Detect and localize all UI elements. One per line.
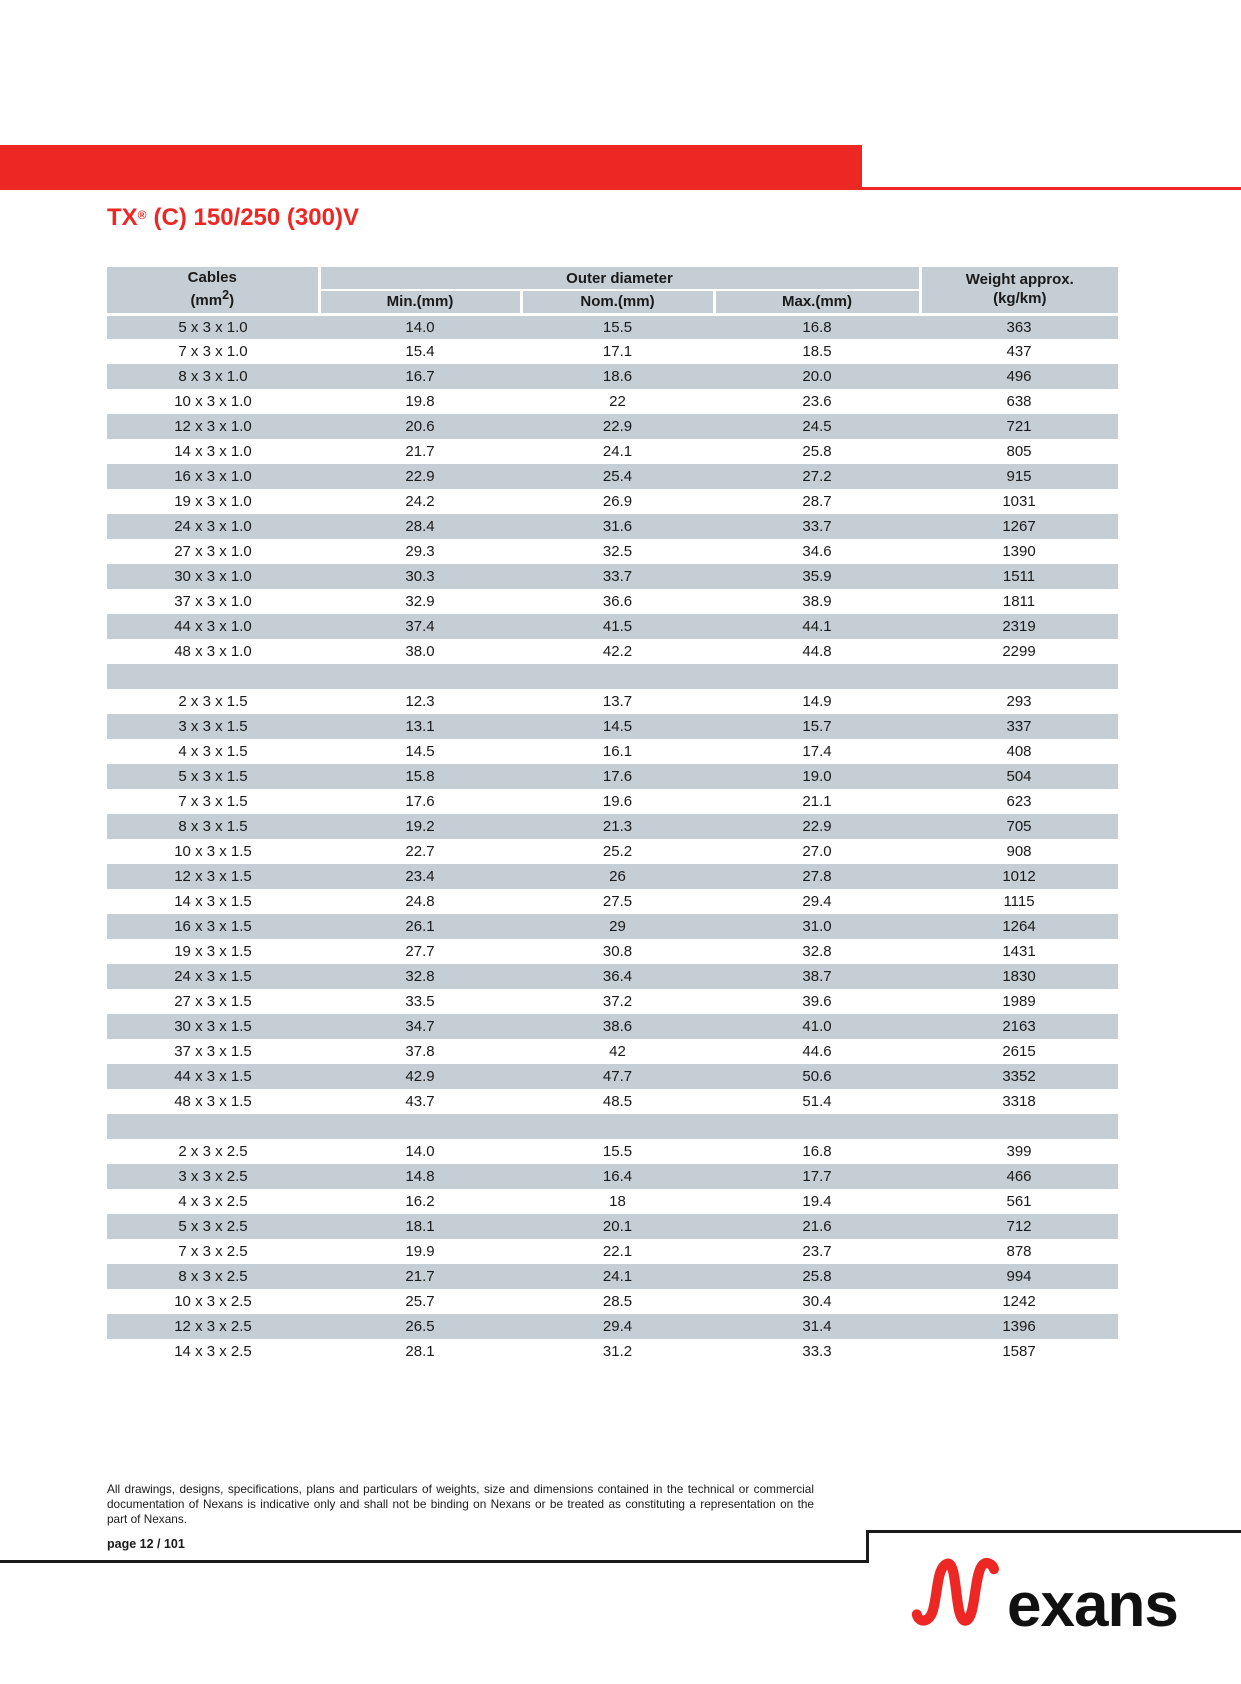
cell-nom: 29.4	[521, 1314, 714, 1339]
cell-min: 26.5	[319, 1314, 521, 1339]
cell-weight: 1242	[1002, 1293, 1036, 1310]
separator-cell	[107, 1114, 1118, 1139]
cell-max: 20.0	[714, 364, 920, 389]
cell-cables: 3 x 3 x 2.5	[107, 1164, 319, 1189]
cell-min: 25.7	[405, 1293, 435, 1310]
cell-cables: 7 x 3 x 1.5	[178, 793, 248, 810]
cell-cables: 8 x 3 x 1.0	[107, 364, 319, 389]
cell-max: 27.0	[802, 843, 832, 860]
weight-header-line2: (kg/km)	[993, 289, 1047, 307]
table-row	[107, 739, 1118, 764]
table-row	[107, 1264, 1118, 1289]
cell-weight: 437	[1006, 343, 1032, 360]
table-row	[107, 1139, 1118, 1164]
cell-weight: 2299	[1002, 643, 1036, 660]
cell-cables: 7 x 3 x 2.5	[178, 1243, 248, 1260]
cable-spec-table-container	[107, 267, 1118, 1364]
cell-max: 51.4	[802, 1093, 832, 1110]
cell-min: 33.5	[405, 993, 435, 1010]
cell-nom: 26	[521, 864, 714, 889]
cell-weight: 3352	[920, 1064, 1118, 1089]
title-suffix: (C) 150/250 (300)V	[153, 204, 359, 231]
table-row	[107, 839, 1118, 864]
table-row	[107, 314, 1118, 339]
cell-max: 19.0	[714, 764, 920, 789]
cell-cables: 2 x 3 x 2.5	[178, 1143, 248, 1160]
table-row	[107, 564, 1118, 589]
cell-weight: 1396	[920, 1314, 1118, 1339]
cell-weight: 721	[920, 414, 1118, 439]
cell-min: 27.7	[405, 943, 435, 960]
table-row	[107, 589, 1118, 614]
table-separator-row	[107, 1114, 1118, 1139]
cell-weight: 1012	[920, 864, 1118, 889]
cell-weight: 1264	[920, 914, 1118, 939]
cell-weight: 337	[920, 714, 1118, 739]
cell-cables: 14 x 3 x 1.0	[174, 443, 252, 460]
cell-weight: 712	[920, 1214, 1118, 1239]
cell-cables: 19 x 3 x 1.5	[174, 943, 252, 960]
cell-min: 19.9	[405, 1243, 435, 1260]
cell-cables: 27 x 3 x 1.5	[174, 993, 252, 1010]
table-row	[107, 1089, 1118, 1114]
cell-weight: 805	[1006, 443, 1032, 460]
cell-weight: 1989	[1002, 993, 1036, 1010]
cell-max: 31.0	[714, 914, 920, 939]
column-header-outer-diameter: Outer diameter	[319, 267, 920, 290]
table-row	[107, 989, 1118, 1014]
cell-nom: 19.6	[602, 793, 633, 810]
cell-max: 30.4	[802, 1293, 832, 1310]
header-red-rule	[862, 187, 1241, 190]
cell-weight: 1031	[1002, 493, 1036, 510]
footer-rule-right	[866, 1530, 1241, 1533]
cell-max: 31.4	[714, 1314, 920, 1339]
nexans-n-swoosh-icon	[905, 1552, 1005, 1630]
cell-min: 18.1	[319, 1214, 521, 1239]
cell-nom: 15.5	[521, 314, 714, 339]
cell-nom: 48.5	[602, 1093, 633, 1110]
cell-nom: 36.4	[521, 964, 714, 989]
cell-cables: 44 x 3 x 1.0	[107, 614, 319, 639]
cell-weight: 994	[920, 1264, 1118, 1289]
cell-cables: 48 x 3 x 1.5	[174, 1093, 252, 1110]
cell-nom: 18.6	[521, 364, 714, 389]
cell-nom: 30.8	[602, 943, 633, 960]
cell-min: 14.0	[319, 314, 521, 339]
table-row	[107, 1039, 1118, 1064]
page-number: page 12 / 101	[107, 1537, 185, 1551]
cell-max: 41.0	[714, 1014, 920, 1039]
cell-min: 21.7	[405, 443, 435, 460]
cell-min: 43.7	[405, 1093, 435, 1110]
cell-cables: 30 x 3 x 1.0	[107, 564, 319, 589]
table-row	[107, 764, 1118, 789]
cell-max: 34.6	[802, 543, 832, 560]
table-row	[107, 789, 1118, 814]
cell-weight: 2163	[920, 1014, 1118, 1039]
cell-max: 17.4	[802, 743, 832, 760]
table-row	[107, 939, 1118, 964]
table-row	[107, 864, 1118, 889]
cell-min: 22.9	[319, 464, 521, 489]
cell-weight: 1267	[920, 514, 1118, 539]
cell-max: 38.9	[802, 593, 832, 610]
cell-max: 24.5	[714, 414, 920, 439]
cell-cables: 8 x 3 x 2.5	[107, 1264, 319, 1289]
cell-min: 30.3	[319, 564, 521, 589]
table-header	[107, 267, 1118, 314]
cell-min: 22.7	[405, 843, 435, 860]
cell-nom: 22.1	[602, 1243, 633, 1260]
cell-min: 28.1	[405, 1343, 435, 1360]
table-row	[107, 889, 1118, 914]
cell-weight: 408	[1006, 743, 1032, 760]
cell-min: 28.4	[319, 514, 521, 539]
table-row	[107, 1164, 1118, 1189]
cell-weight: 399	[1006, 1143, 1032, 1160]
cell-nom: 26.9	[602, 493, 633, 510]
cell-weight: 466	[920, 1164, 1118, 1189]
cell-nom: 36.6	[602, 593, 633, 610]
table-row	[107, 814, 1118, 839]
cell-max: 28.7	[802, 493, 832, 510]
cell-max: 50.6	[714, 1064, 920, 1089]
table-row	[107, 964, 1118, 989]
cell-cables: 10 x 3 x 1.5	[174, 843, 252, 860]
cell-weight: 1115	[1003, 893, 1035, 910]
table-row	[107, 1064, 1118, 1089]
cell-cables: 10 x 3 x 2.5	[174, 1293, 252, 1310]
cell-max: 27.2	[714, 464, 920, 489]
cell-min: 16.7	[319, 364, 521, 389]
cell-weight: 2319	[920, 614, 1118, 639]
cell-max: 32.8	[802, 943, 832, 960]
cell-cables: 14 x 3 x 1.5	[174, 893, 252, 910]
cell-weight: 878	[1006, 1243, 1032, 1260]
cell-nom: 33.7	[521, 564, 714, 589]
cell-cables: 48 x 3 x 1.0	[174, 643, 252, 660]
cell-weight: 1830	[920, 964, 1118, 989]
cell-max: 25.8	[802, 443, 832, 460]
cell-nom: 17.1	[602, 343, 633, 360]
cell-weight: 1511	[920, 564, 1118, 589]
cell-cables: 27 x 3 x 1.0	[174, 543, 252, 560]
cell-max: 21.1	[802, 793, 832, 810]
table-row	[107, 614, 1118, 639]
cell-nom: 22	[609, 393, 626, 410]
footer-rule-left	[0, 1560, 869, 1563]
cell-max: 23.6	[802, 393, 832, 410]
cell-cables: 5 x 3 x 1.5	[107, 764, 319, 789]
cell-max: 17.7	[714, 1164, 920, 1189]
table-row	[107, 1014, 1118, 1039]
cell-cables: 12 x 3 x 1.0	[107, 414, 319, 439]
cell-cables: 24 x 3 x 1.5	[107, 964, 319, 989]
cell-weight: 363	[920, 314, 1118, 339]
cell-min: 16.2	[405, 1193, 435, 1210]
table-row	[107, 1339, 1118, 1364]
cell-max: 23.7	[802, 1243, 832, 1260]
cell-cables: 12 x 3 x 1.5	[107, 864, 319, 889]
cell-max: 27.8	[714, 864, 920, 889]
cell-min: 26.1	[319, 914, 521, 939]
cell-min: 13.1	[319, 714, 521, 739]
nexans-logo-word: exans	[1007, 1570, 1178, 1640]
footer-rule-step	[866, 1530, 869, 1563]
cell-max: 16.8	[802, 1143, 832, 1160]
cell-cables: 37 x 3 x 1.5	[174, 1043, 252, 1060]
weight-header-line1: Weight approx.	[965, 271, 1074, 288]
cell-cables: 4 x 3 x 1.5	[178, 743, 248, 760]
cell-min: 37.8	[405, 1043, 435, 1060]
cell-cables: 7 x 3 x 1.0	[178, 343, 248, 360]
cables-header-line1: Cables	[187, 269, 237, 286]
cell-weight: 705	[920, 814, 1118, 839]
cell-cables: 5 x 3 x 1.0	[107, 314, 319, 339]
cell-weight: 1811	[1002, 593, 1036, 610]
cell-weight: 496	[920, 364, 1118, 389]
table-row	[107, 514, 1118, 539]
column-header-min: Min.(mm)	[319, 290, 521, 314]
table-row	[107, 714, 1118, 739]
cell-nom: 16.1	[602, 743, 633, 760]
cell-cables: 16 x 3 x 1.5	[107, 914, 319, 939]
cell-max: 44.8	[802, 643, 832, 660]
cell-min: 23.4	[319, 864, 521, 889]
table-row	[107, 1189, 1118, 1214]
cell-weight: 293	[1006, 693, 1032, 710]
table-row	[107, 689, 1118, 714]
table-body	[107, 314, 1118, 1364]
nexans-logo	[905, 1552, 1178, 1640]
cell-min: 29.3	[405, 543, 435, 560]
cell-weight: 915	[920, 464, 1118, 489]
cell-min: 20.6	[319, 414, 521, 439]
header-red-bar	[0, 145, 862, 190]
cell-max: 33.7	[714, 514, 920, 539]
cell-min: 14.5	[405, 743, 435, 760]
table-row	[107, 1239, 1118, 1264]
cell-max: 19.4	[802, 1193, 832, 1210]
cell-max: 21.6	[714, 1214, 920, 1239]
cell-nom: 31.6	[521, 514, 714, 539]
cell-min: 14.0	[405, 1143, 435, 1160]
table-row	[107, 539, 1118, 564]
cell-max: 44.1	[714, 614, 920, 639]
cell-weight: 1431	[1002, 943, 1036, 960]
table-row	[107, 464, 1118, 489]
cell-nom: 16.4	[521, 1164, 714, 1189]
cell-cables: 44 x 3 x 1.5	[107, 1064, 319, 1089]
table-row	[107, 489, 1118, 514]
cell-nom: 47.7	[521, 1064, 714, 1089]
registered-trademark-symbol: ®	[137, 208, 147, 222]
cell-nom: 15.5	[602, 1143, 633, 1160]
cell-max: 29.4	[802, 893, 832, 910]
cell-nom: 22.9	[521, 414, 714, 439]
cell-max: 14.9	[802, 693, 832, 710]
cell-min: 34.7	[319, 1014, 521, 1039]
cell-min: 15.4	[405, 343, 435, 360]
cell-min: 24.8	[405, 893, 435, 910]
cable-spec-table	[107, 267, 1118, 1364]
cables-header-unit: $(mm^2)$	[190, 287, 235, 309]
cell-weight: 3318	[1002, 1093, 1036, 1110]
cell-nom: 29	[521, 914, 714, 939]
cell-cables: 12 x 3 x 2.5	[107, 1314, 319, 1339]
table-row	[107, 1314, 1118, 1339]
cell-max: 44.6	[802, 1043, 832, 1060]
table-row	[107, 389, 1118, 414]
table-separator-row	[107, 664, 1118, 689]
cell-cables: 14 x 3 x 2.5	[174, 1343, 252, 1360]
cell-cables: 8 x 3 x 1.5	[107, 814, 319, 839]
cell-nom: 17.6	[521, 764, 714, 789]
cell-nom: 24.1	[521, 1264, 714, 1289]
cell-max: 25.8	[714, 1264, 920, 1289]
cell-min: 17.6	[405, 793, 435, 810]
cell-min: 14.8	[319, 1164, 521, 1189]
cell-nom: 14.5	[521, 714, 714, 739]
cell-min: 38.0	[405, 643, 435, 660]
cell-nom: 41.5	[521, 614, 714, 639]
cell-weight: 2615	[1002, 1043, 1036, 1060]
cell-nom: 21.3	[521, 814, 714, 839]
cell-max: 18.5	[802, 343, 832, 360]
table-row	[107, 639, 1118, 664]
separator-cell	[107, 664, 1118, 689]
cell-max: 16.8	[714, 314, 920, 339]
cell-nom: 27.5	[602, 893, 633, 910]
cell-cables: 5 x 3 x 2.5	[107, 1214, 319, 1239]
cell-nom: 24.1	[602, 443, 633, 460]
column-header-weight	[920, 267, 1118, 314]
table-row	[107, 1214, 1118, 1239]
cell-nom: 37.2	[602, 993, 633, 1010]
cell-cables: 3 x 3 x 1.5	[107, 714, 319, 739]
cell-min: 19.8	[405, 393, 435, 410]
cell-weight: 561	[1006, 1193, 1032, 1210]
cell-min: 12.3	[405, 693, 435, 710]
title-prefix: TX	[107, 204, 138, 231]
cell-cables: 16 x 3 x 1.0	[107, 464, 319, 489]
legal-disclaimer: All drawings, designs, specifications, plans and particulars of weights, size and dimensions contained in the technical or commercial documentation of Nexans is indicative only and shall not be binding on Nexans or be treated as constituting a representation on the part of Nexans.	[107, 1482, 814, 1526]
cell-nom: 28.5	[602, 1293, 633, 1310]
cell-nom: 18	[609, 1193, 626, 1210]
cell-max: 38.7	[714, 964, 920, 989]
cell-nom: 25.4	[521, 464, 714, 489]
cell-cables: 10 x 3 x 1.0	[174, 393, 252, 410]
cell-cables: 30 x 3 x 1.5	[107, 1014, 319, 1039]
cell-min: 32.9	[405, 593, 435, 610]
cell-weight: 908	[1006, 843, 1032, 860]
cell-min: 32.8	[319, 964, 521, 989]
cell-weight: 504	[920, 764, 1118, 789]
cell-weight: 1390	[1002, 543, 1036, 560]
cell-max: 33.3	[802, 1343, 832, 1360]
cell-nom: 31.2	[602, 1343, 633, 1360]
cell-cables: 37 x 3 x 1.0	[174, 593, 252, 610]
table-row	[107, 914, 1118, 939]
cell-nom: 25.2	[602, 843, 633, 860]
cell-min: 15.8	[319, 764, 521, 789]
cell-weight: 638	[1006, 393, 1032, 410]
cell-cables: 19 x 3 x 1.0	[174, 493, 252, 510]
cell-nom: 32.5	[602, 543, 633, 560]
cell-max: 22.9	[714, 814, 920, 839]
cell-cables: 2 x 3 x 1.5	[178, 693, 248, 710]
cell-cables: 4 x 3 x 2.5	[178, 1193, 248, 1210]
column-header-max: Max.(mm)	[714, 290, 920, 314]
table-row	[107, 339, 1118, 364]
cell-min: 21.7	[319, 1264, 521, 1289]
column-header-cables	[107, 267, 319, 314]
page-title	[107, 204, 359, 232]
cell-min: 37.4	[319, 614, 521, 639]
table-row	[107, 439, 1118, 464]
table-row	[107, 1289, 1118, 1314]
cell-nom: 42.2	[602, 643, 633, 660]
cell-weight: 1587	[1002, 1343, 1036, 1360]
cell-weight: 623	[1006, 793, 1032, 810]
cell-max: 35.9	[714, 564, 920, 589]
table-row	[107, 364, 1118, 389]
cell-nom: 38.6	[521, 1014, 714, 1039]
cell-nom: 42	[609, 1043, 626, 1060]
cell-cables: 24 x 3 x 1.0	[107, 514, 319, 539]
cell-min: 24.2	[405, 493, 435, 510]
cell-max: 15.7	[714, 714, 920, 739]
cell-nom: 20.1	[521, 1214, 714, 1239]
cell-min: 42.9	[319, 1064, 521, 1089]
column-header-nom: Nom.(mm)	[521, 290, 714, 314]
cell-max: 39.6	[802, 993, 832, 1010]
table-row	[107, 414, 1118, 439]
cell-min: 19.2	[319, 814, 521, 839]
cell-nom: 13.7	[602, 693, 633, 710]
